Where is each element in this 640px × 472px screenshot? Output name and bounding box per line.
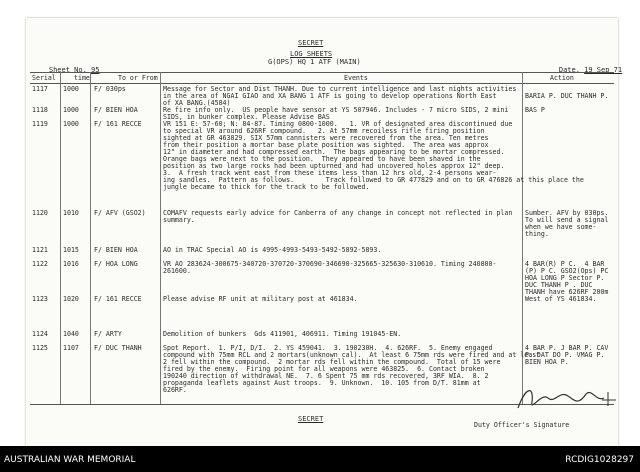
archive-footer-bar — [0, 446, 640, 472]
entry-event-line: VR 151 E: 57-60; N: 84-87. Timing 0800-1000. 1. VR of designated area discontinued due — [163, 120, 513, 128]
header-top-rule — [30, 72, 614, 73]
entry-action-line: Sumber. AFV by 030ps. — [525, 209, 609, 217]
entry-to-from: F/ BIEN HOA — [94, 106, 138, 114]
entry-serial: 1124 — [32, 330, 48, 338]
entry-serial: 1120 — [32, 209, 48, 217]
entry-event-line: SIDS, in bunker complex. Please Advise BAS — [163, 113, 330, 121]
entry-event-line: COMAFV requests early advice for Canberra of any change in concept not reflected in plan — [163, 209, 513, 217]
entry-action-line: 4 BAR P. J BAR P. CAV — [525, 344, 609, 352]
entry-action-line: (P) P C. GSO2(Ops) PC — [525, 267, 609, 275]
entry-time: 1010 — [63, 209, 79, 217]
entry-event-line: propaganda leaflets against Aust troops. 9. Unknown. 10. 105 from D/T. 81mm at — [163, 379, 481, 387]
sheet-number-label: Sheet No. 95 — [48, 66, 100, 74]
entry-action-line: thing. — [525, 230, 549, 238]
entry-action-line: when we have some- — [525, 223, 597, 231]
entry-to-from: F/ ARTY — [94, 330, 122, 338]
entry-action-line: HOA LONG P Sector P. — [525, 274, 605, 282]
col-time: time — [74, 74, 90, 82]
col-action: Action — [550, 74, 574, 82]
secret-header: SECRET — [298, 39, 324, 47]
entry-serial: 1122 — [32, 260, 48, 268]
entry-time: 1040 — [63, 330, 79, 338]
entry-time: 1000 — [63, 120, 79, 128]
entry-time: 1000 — [63, 106, 79, 114]
entry-action-line: To will send a signal — [525, 216, 609, 224]
divider-to-from — [160, 72, 161, 404]
log-sheet-page — [26, 18, 623, 446]
entry-event-line: 190240 direction of withdrawal NE. 7. 6 Spent 75 mm rds recovered, 3RF WIA. 8. 2 — [163, 372, 489, 380]
entry-event-line: 261600. — [163, 267, 191, 275]
duty-officer-signature — [512, 378, 632, 418]
entry-action-line: DUC THANH P . DUC — [525, 281, 593, 289]
divider-serial — [60, 72, 61, 404]
entry-event-line: Please advise RF unit at military post at 461834. — [163, 295, 358, 303]
entry-event-line: to special VR around 626RF compound. 2. At 57mm recoiless rifle firing position — [163, 127, 485, 135]
entry-event-line: Demolition of bunkers Gds 411901, 406911. Timing 191045-EN. — [163, 330, 402, 338]
entry-event-line: Spot Report. 1. P/I, D/I. 2. YS 459041. 3. 190230H. 4. 626RF. 5. Enemy engaged — [163, 344, 493, 352]
entry-time: 1000 — [63, 85, 79, 93]
entry-event-line: Message for Sector and Dist THANH. Due to current intelligence and last nights activities — [163, 85, 517, 93]
entry-to-from: F/ 030ps — [94, 85, 126, 93]
divider-time — [90, 72, 91, 404]
entry-action-line: 4 BAR(R) P C. 4 BAR — [525, 260, 605, 268]
secret-footer: SECRET — [298, 415, 324, 423]
entry-event-line: of XA BANG.(4584) — [163, 99, 231, 107]
entry-action-line: BAS P — [525, 106, 545, 114]
entry-action-line: P. DAT DO P. VMAG P. — [525, 351, 605, 359]
entry-event-line: 2 fell within the compound. 2 mortar rds fell within the compound. Total of 15 were — [163, 358, 501, 366]
entry-event-line: fired by the enemy. Firing point for all weapons were 463825. 6. Contact broken — [163, 365, 485, 373]
archive-name: AUSTRALIAN WAR MEMORIAL — [4, 455, 136, 465]
entry-event-line: 626RF. — [163, 386, 187, 394]
entry-time: 1020 — [63, 295, 79, 303]
entry-time: 1015 — [63, 246, 79, 254]
entry-action-line: BIEN HOA P. — [525, 358, 569, 366]
sheet-number: 95 — [91, 66, 100, 74]
entry-event-line: position as two large rocks had been upturned and had uncovered holes approx 12" deep. — [163, 162, 505, 170]
entry-serial: 1121 — [32, 246, 48, 254]
entry-event-line: 3. A fresh track went east from these items less than 12 hrs old, 2-4 persons wear- — [163, 169, 497, 177]
col-to-from: To or From — [118, 74, 158, 82]
entry-serial: 1119 — [32, 120, 48, 128]
entry-event-line: ing sandles. Pattern as follows. Track followed to GR 477829 and on to GR 476826 at this place the — [163, 176, 584, 184]
entry-event-line: AO in TRAC Special AO is 4995-4993-5493-5492-5892-5893. — [163, 246, 382, 254]
entry-event-line: VR AO 283624-300675-340720-370720-370690-346690-325665-325630-310610. Timing 240800- — [163, 260, 497, 268]
entry-action-line: THANH have 626RF 200m — [525, 288, 609, 296]
entry-serial: 1123 — [32, 295, 48, 303]
entry-serial: 1118 — [32, 106, 48, 114]
entry-to-from: F/ BIEN HOA — [94, 246, 138, 254]
entry-to-from: F/ AFV (GSO2) — [94, 209, 146, 217]
entry-serial: 1117 — [32, 85, 48, 93]
entry-event-line: summary. — [163, 216, 195, 224]
entry-event-line: 12" in diameter and had compressed earth. The bags appearing to be mortar compressed. — [163, 148, 505, 156]
date-value: 19 Sep 71 — [584, 66, 623, 74]
entry-event-line: compound with 75mm RCL and 2 mortars(unknown cal). At least 6 75mm rds were fired and at least — [163, 351, 541, 359]
entry-event-line: Orange bags were next to the position. They appeared to have been shaved in the — [163, 155, 481, 163]
entry-event-line: from their position a mortar base plate position was sighted. The area was approx — [163, 141, 489, 149]
header-bottom-rule — [30, 83, 614, 84]
entry-to-from: F/ HOA LONG — [94, 260, 138, 268]
unit-title: G(OPS) HQ 1 ATF (MAIN) — [268, 58, 361, 66]
entry-time: 1016 — [63, 260, 79, 268]
entry-event-line: jungle became to thick for the track to be followed. — [163, 183, 370, 191]
entry-event-line: sighted at GR 463829. SIX 57mm cannisters were recovered from the area. Ten metres — [163, 134, 489, 142]
duty-officer-label: Duty Officer's Signature — [474, 421, 570, 429]
col-serial: Serial — [32, 74, 56, 82]
entry-to-from: F/ DUC THANH — [94, 344, 142, 352]
entry-event-line: Re fire info only. US people have sensor at YS 507946. Includes - 7 micro SIDS, 2 mini — [163, 106, 509, 114]
entry-action-line: BARIA P. DUC THANH P. — [525, 92, 609, 100]
archive-reference: RCDIG1028297 — [565, 455, 634, 465]
entry-serial: 1125 — [32, 344, 48, 352]
entry-time: 1107 — [63, 344, 79, 352]
entry-action-line: West of YS 461834. — [525, 295, 597, 303]
date-field: Date. 19 Sep 71 — [558, 66, 623, 74]
entry-to-from: F/ 161 RECCE — [94, 295, 142, 303]
log-sheets-title: LOG SHEETS — [290, 50, 333, 58]
col-events: Events — [344, 74, 368, 82]
entry-to-from: F/ 161 RECCE — [94, 120, 142, 128]
entry-event-line: in the area of NGAI GIAO and XA BANG 1 ATF is going to develop operations North East — [163, 92, 497, 100]
